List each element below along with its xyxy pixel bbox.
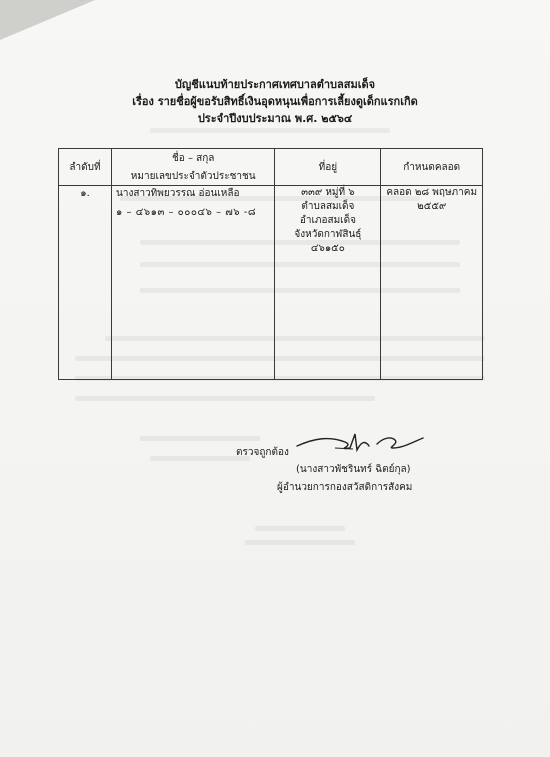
- table-row: [59, 186, 483, 380]
- handwritten-signature: [295, 428, 425, 456]
- folded-corner: [0, 0, 95, 40]
- row-address-cell: [275, 186, 381, 380]
- header-id-label: หมายเลขประจำตัวประชาชน: [130, 170, 256, 182]
- header-fiscal-year: ประจำปีงบประมาณ พ.ศ. ๒๕๖๔: [197, 112, 353, 125]
- deadline-line: คลอด ๒๘ พฤษภาคม: [386, 187, 478, 198]
- signatory-title: ผู้อำนวยการกองสวัสดิการสังคม: [277, 482, 413, 493]
- address-line: ๓๓๙ หมู่ที่ ๖: [301, 187, 355, 198]
- header-name: [112, 149, 275, 186]
- address-line: ตำบลสมเด็จ: [301, 201, 355, 212]
- document-header: [0, 76, 550, 127]
- header-name-label: ชื่อ – สกุล: [171, 152, 215, 164]
- row-id-number: ๑ – ๔๖๑๓ – ๐๐๐๔๖ – ๗๖ -๘: [116, 207, 257, 218]
- recipients-table: [58, 148, 483, 380]
- header-subject: เรื่อง รายชื่อผู้ขอรับสิทธิ์เงินอุดหนุนเพื่อการเลี้ยงดูเด็กแรกเกิด: [132, 95, 418, 108]
- header-title: บัญชีแนบท้ายประกาศเทศบาลตำบลสมเด็จ: [174, 78, 376, 91]
- address-line: ๔๖๑๕๐: [310, 243, 345, 254]
- row-deadline-cell: [381, 186, 483, 380]
- deadline-line: ๒๕๕๙: [417, 201, 447, 212]
- header-address: ที่อยู่: [275, 149, 381, 186]
- table-header-row: [59, 149, 483, 186]
- show-through-text: [150, 456, 250, 461]
- signatory-name: (นางสาวพัชรินทร์ ฉิตย์กุล): [296, 464, 411, 475]
- verified-label: ตรวจถูกต้อง: [236, 447, 289, 458]
- address-line: อำเภอสมเด็จ: [299, 215, 356, 226]
- header-deadline: กำหนดคลอด: [381, 149, 483, 186]
- show-through-text: [150, 128, 390, 133]
- row-name-cell: [112, 186, 275, 380]
- row-no: ๑.: [59, 186, 112, 380]
- show-through-text: [245, 540, 355, 545]
- address-line: จังหวัดกาฬสินธุ์: [294, 229, 362, 240]
- header-no: ลำดับที่: [59, 149, 112, 186]
- row-name: นางสาวทิพยวรรณ อ่อนเหลือ: [116, 188, 240, 199]
- show-through-text: [255, 526, 345, 531]
- show-through-text: [75, 396, 375, 401]
- show-through-text: [140, 436, 260, 441]
